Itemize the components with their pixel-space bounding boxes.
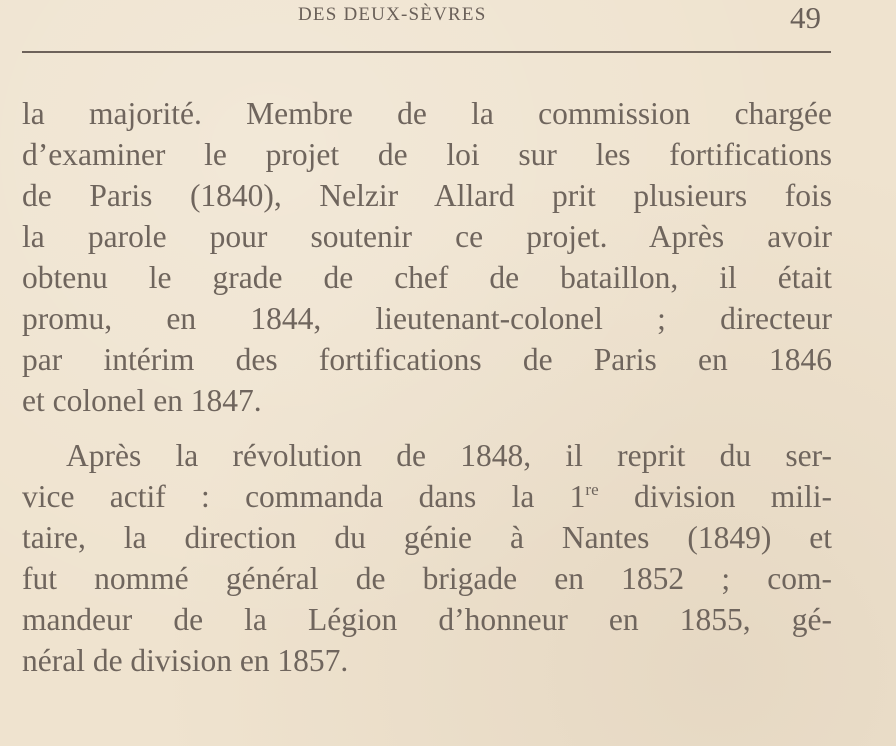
text-line bbox=[22, 477, 832, 517]
text-line: taire, la direction du génie à Nantes (1849) et bbox=[22, 520, 832, 555]
text-line: la parole pour soutenir ce projet. Après avoir bbox=[22, 219, 832, 254]
ordinal-superscript: re bbox=[585, 480, 599, 499]
running-title: DES DEUX-SÈVRES bbox=[298, 4, 487, 25]
text-line: fut nommé général de brigade en 1852 ; com- bbox=[22, 561, 832, 596]
text-line: la majorité. Membre de la commission chargée bbox=[22, 96, 832, 131]
text-line: par intérim des fortifications de Paris en 1846 bbox=[22, 342, 832, 377]
text-line: néral de division en 1857. bbox=[22, 643, 349, 678]
text-line: Après la révolution de 1848, il reprit du ser- bbox=[66, 438, 832, 473]
text-segment: vice actif : commanda dans la 1 bbox=[22, 479, 586, 514]
text-segment: division mili- bbox=[598, 479, 833, 514]
text-line: de Paris (1840), Nelzir Allard prit plusieurs fois bbox=[22, 178, 832, 213]
page-header bbox=[0, 0, 896, 45]
text-line: mandeur de la Légion d’honneur en 1855, gé- bbox=[22, 602, 832, 637]
header-rule bbox=[22, 51, 831, 53]
text-line: promu, en 1844, lieutenant-colonel ; directeur bbox=[22, 301, 832, 336]
text-line: d’examiner le projet de loi sur les fortifications bbox=[22, 137, 832, 172]
page-number: 49 bbox=[790, 0, 821, 35]
text-line: et colonel en 1847. bbox=[22, 383, 262, 418]
text-line: obtenu le grade de chef de bataillon, il était bbox=[22, 260, 832, 295]
